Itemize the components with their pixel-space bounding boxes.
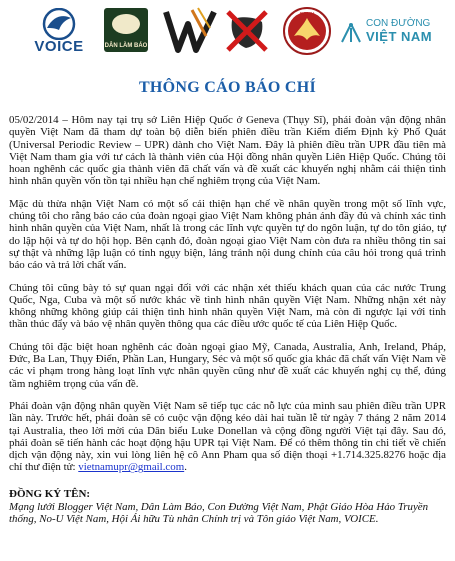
- paragraph-2: Mặc dù thừa nhận Việt Nam có một số cải thiện hạn chế về nhân quyền trong một số lĩnh vực, chúng tôi cho rằng báo cáo của đoàn ngoại giao Việt Nam không phản ánh đầy đủ và chính xác tình hình nhân quyền của Việt Nam, nhất là trong các lĩnh vực quyền tự do ngôn luận, tự do tôn giáo, tự do lập hội và tự do hội họp. Bên cạnh đó, đoàn ngoại giao Việt Nam còn đưa ra nhiều thông tin sai sự thật và những lập luận có tính ngụy biện, lảng tránh nội dung chính của câu hỏi trong quá trình báo cáo và trả lời chất vấn.: [9, 197, 446, 272]
- paragraph-4: Chúng tôi đặc biệt hoan nghênh các đoàn ngoại giao Mỹ, Canada, Australia, Anh, Ireland, Pháp, Đức, Ba Lan, Thụy Điển, Phần Lan, Hungary, Séc và một số quốc gia khác đã chất vấn Việt Nam về các vi phạm trong hàng loạt lĩnh vực nhân quyền cũng như đề xuất các khuyến nghị cụ thể, đúng tầm nghiêm trọng của vấn đề.: [9, 340, 446, 390]
- paragraph-5-text: Phái đoàn vận động nhân quyền Việt Nam sẽ tiếp tục các nỗ lực của mình sau phiên điều trần UPR lần này. Trước hết, phái đoàn sẽ có cuộc vận động kéo dài hai tuần lễ từ ngày 7 tháng 2 năm 2014 tại Australia, theo lời mời của Dân biểu Luke Donellan và cộng đồng người Việt tại đây. Sau đó, phái đoàn sẽ tiến hành các hoạt động hậu UPR tại Việt Nam. Để có thêm thông tin chi tiết về chiến dịch vận động này, xin vui lòng liên hệ cô Ann Pham qua số điện thoại +1.714.325.8276 hoặc địa chỉ thư điện tử:: [9, 399, 446, 474]
- paragraph-5-end: .: [184, 461, 187, 474]
- cdvn-logo-line2: VIỆT NAM: [366, 29, 433, 44]
- page-title: THÔNG CÁO BÁO CHÍ: [138, 79, 317, 96]
- bird-icon: [39, 8, 79, 40]
- signers-heading: ĐỒNG KÝ TÊN:: [9, 487, 91, 500]
- pghh-logo-text: PGHH: [299, 12, 315, 18]
- contact-email-link[interactable]: vietnamupr@gmail.com: [78, 461, 185, 474]
- paragraph-1: 05/02/2014 – Hôm nay tại trụ sở Liên Hiệp Quốc ở Geneva (Thụy Sĩ), phái đoàn vận động nhân quyền Việt Nam đã tham dự toàn bộ diễn biến phiên điều trần Kiểm điểm Định kỳ Phổ Quát (Universal Periodic Review – UPR) dành cho Việt Nam. Đây là phiên điều trần UPR đầu tiên mà Việt Nam tham gia với tư cách là thành viên của Hội đồng nhân quyền Liên Hiệp Quốc. Chúng tôi hoan nghênh các quốc gia thành viên đã chất vấn và đề xuất các khuyến nghị nhằm cải thiện tình hình nhân quyền vốn tồn tại nhiều hạn chế nghiêm trọng của Việt Nam.: [9, 114, 446, 188]
- globe-icon: [112, 14, 140, 34]
- dan-lam-bao-logo-text: DÂN LÀM BÁO: [104, 43, 148, 49]
- logo-strip: [6, 0, 449, 62]
- no-u-logo: [224, 8, 270, 54]
- con-duong-viet-nam-logo: [338, 18, 455, 54]
- paragraph-3: Chúng tôi cũng bày tỏ sự quan ngại đối với các nhận xét thiếu khách quan của các nước Trung Quốc, Nga, Cuba và một số nước khác về tình hình nhân quyền Việt Nam. Những nhận xét này không những không giúp cải thiện tình hình nhân quyền Việt Nam, mà còn đi ngược lại với tinh thần thúc đẩy và bảo vệ nhân quyền thông qua các điều ước quốc tế của Liên Hiệp Quốc.: [9, 281, 446, 331]
- signers-list: Mạng lưới Blogger Việt Nam, Dân Làm Báo, Con Đường Việt Nam, Phật Giáo Hòa Hảo Truyền thống, No-U Việt Nam, Hội Ái hữu Tù nhân Chính trị và Tôn giáo Việt Nam, VOICE.: [9, 500, 429, 526]
- paragraph-5: [6, 400, 449, 474]
- signers-block: [6, 488, 449, 526]
- voice-logo-text: VOICE: [34, 38, 84, 55]
- voice-logo: [28, 8, 90, 58]
- w-emblem-logo: [162, 6, 218, 56]
- no-u-icon: [224, 8, 270, 54]
- pghh-logo: [282, 6, 332, 56]
- lotus-seal-icon: [282, 6, 332, 56]
- road-icon: [338, 22, 364, 44]
- cdvn-logo-line1: CON ĐƯỜNG: [366, 18, 431, 29]
- dan-lam-bao-logo: [104, 8, 148, 52]
- w-letter-icon: [162, 6, 218, 56]
